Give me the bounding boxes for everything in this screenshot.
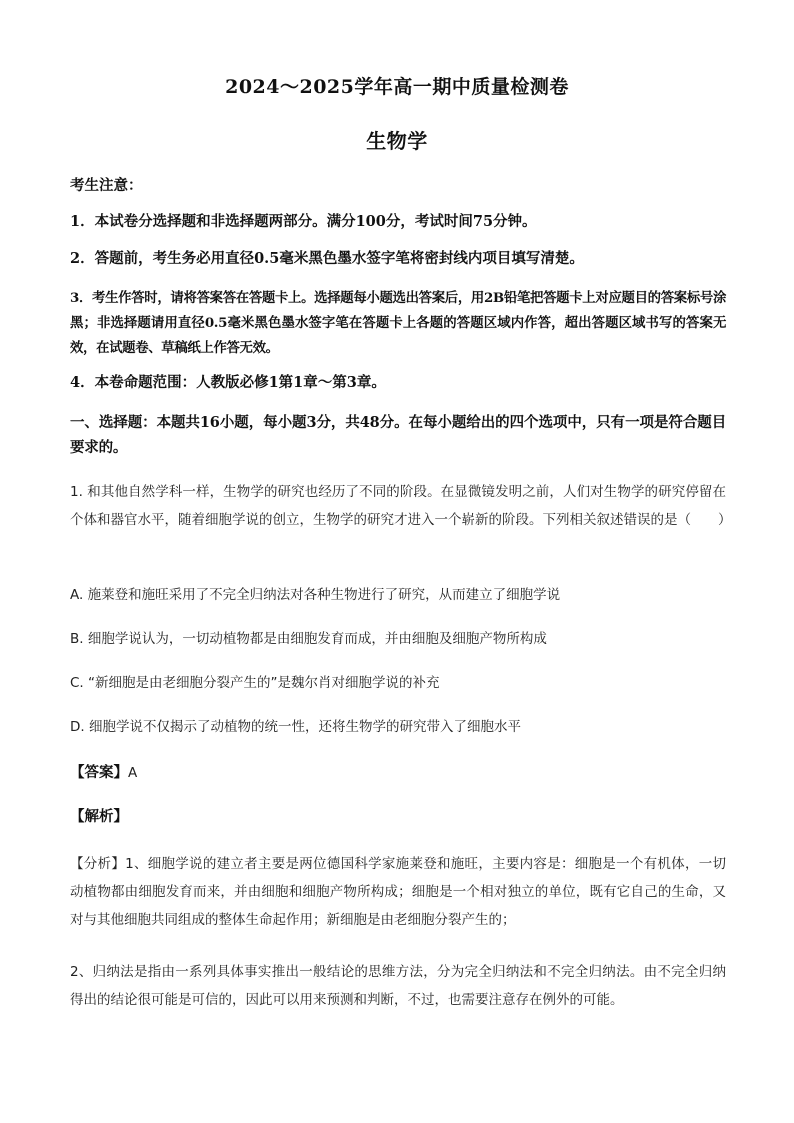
analysis-label: 【解析】 — [70, 809, 128, 825]
analysis-paragraph-1: 【分析】1、细胞学说的建立者主要是两位德国科学家施莱登和施旺，主要内容是：细胞是一个有机体，一切动植物都由细胞发育而来，并由细胞和细胞产物所构成；细胞是一个相对独立的单位，既有它自己的生命，又对与其他细胞共同组成的整体生命起作用；新细胞是由老细胞分裂产生的； — [70, 856, 726, 928]
analysis-row — [70, 805, 725, 829]
section-heading: 一、选择题：本题共16小题，每小题3分，共48分。在每小题给出的四个选项中，只有一项是符合题目要求的。 — [70, 414, 726, 456]
notice-item-4: 4．本卷命题范围：人教版必修1第1章～第3章。 — [70, 374, 386, 391]
question-1-stem: 1. 和其他自然学科一样，生物学的研究也经历了不同的阶段。在显微镜发明之前，人们对生物学的研究停留在个体和器官水平，随着细胞学说的创立，生物学的研究才进入一个崭新的阶段。下列相关叙述错误的是（ ） — [70, 484, 732, 528]
notice-item-3: 3．考生作答时，请将答案答在答题卡上。选择题每小题选出答案后，用2B铅笔把答题卡上对应题目的答案标号涂黑；非选择题请用直径0.5毫米黑色墨水签字笔在答题卡上各题的答题区域内作答，超出答题区域书写的答案无效，在试题卷、草稿纸上作答无效。 — [70, 290, 726, 356]
answer-value: A — [128, 765, 138, 781]
question-1-option-a: A. 施莱登和施旺采用了不完全归纳法对各种生物进行了研究，从而建立了细胞学说 — [70, 587, 561, 603]
notice-item-1: 1．本试卷分选择题和非选择题两部分。满分100分，考试时间75分钟。 — [70, 213, 537, 230]
notice-item-2: 2．答题前，考生务必用直径0.5毫米黑色墨水签字笔将密封线内项目填写清楚。 — [70, 250, 584, 267]
question-1-option-b: B. 细胞学说认为，一切动植物都是由细胞发育而成，并由细胞及细胞产物所构成 — [70, 631, 547, 647]
answer-row — [70, 761, 725, 785]
question-1-option-d: D. 细胞学说不仅揭示了动植物的统一性，还将生物学的研究带入了细胞水平 — [70, 719, 521, 735]
question-1-option-c: C. “新细胞是由老细胞分裂产生的”是魏尔肖对细胞学说的补充 — [70, 675, 440, 691]
notice-heading: 考生注意： — [70, 177, 143, 194]
answer-label: 【答案】 — [70, 765, 128, 781]
analysis-paragraph-2: 2、归纳法是指由一系列具体事实推出一般结论的思维方法，分为完全归纳法和不完全归纳法。由不完全归纳得出的结论很可能是可信的，因此可以用来预测和判断，不过，也需要注意存在例外的可能。 — [70, 964, 726, 1008]
exam-title: 2024～2025学年高一期中质量检测卷 — [225, 76, 569, 98]
subject-title: 生物学 — [366, 129, 428, 153]
